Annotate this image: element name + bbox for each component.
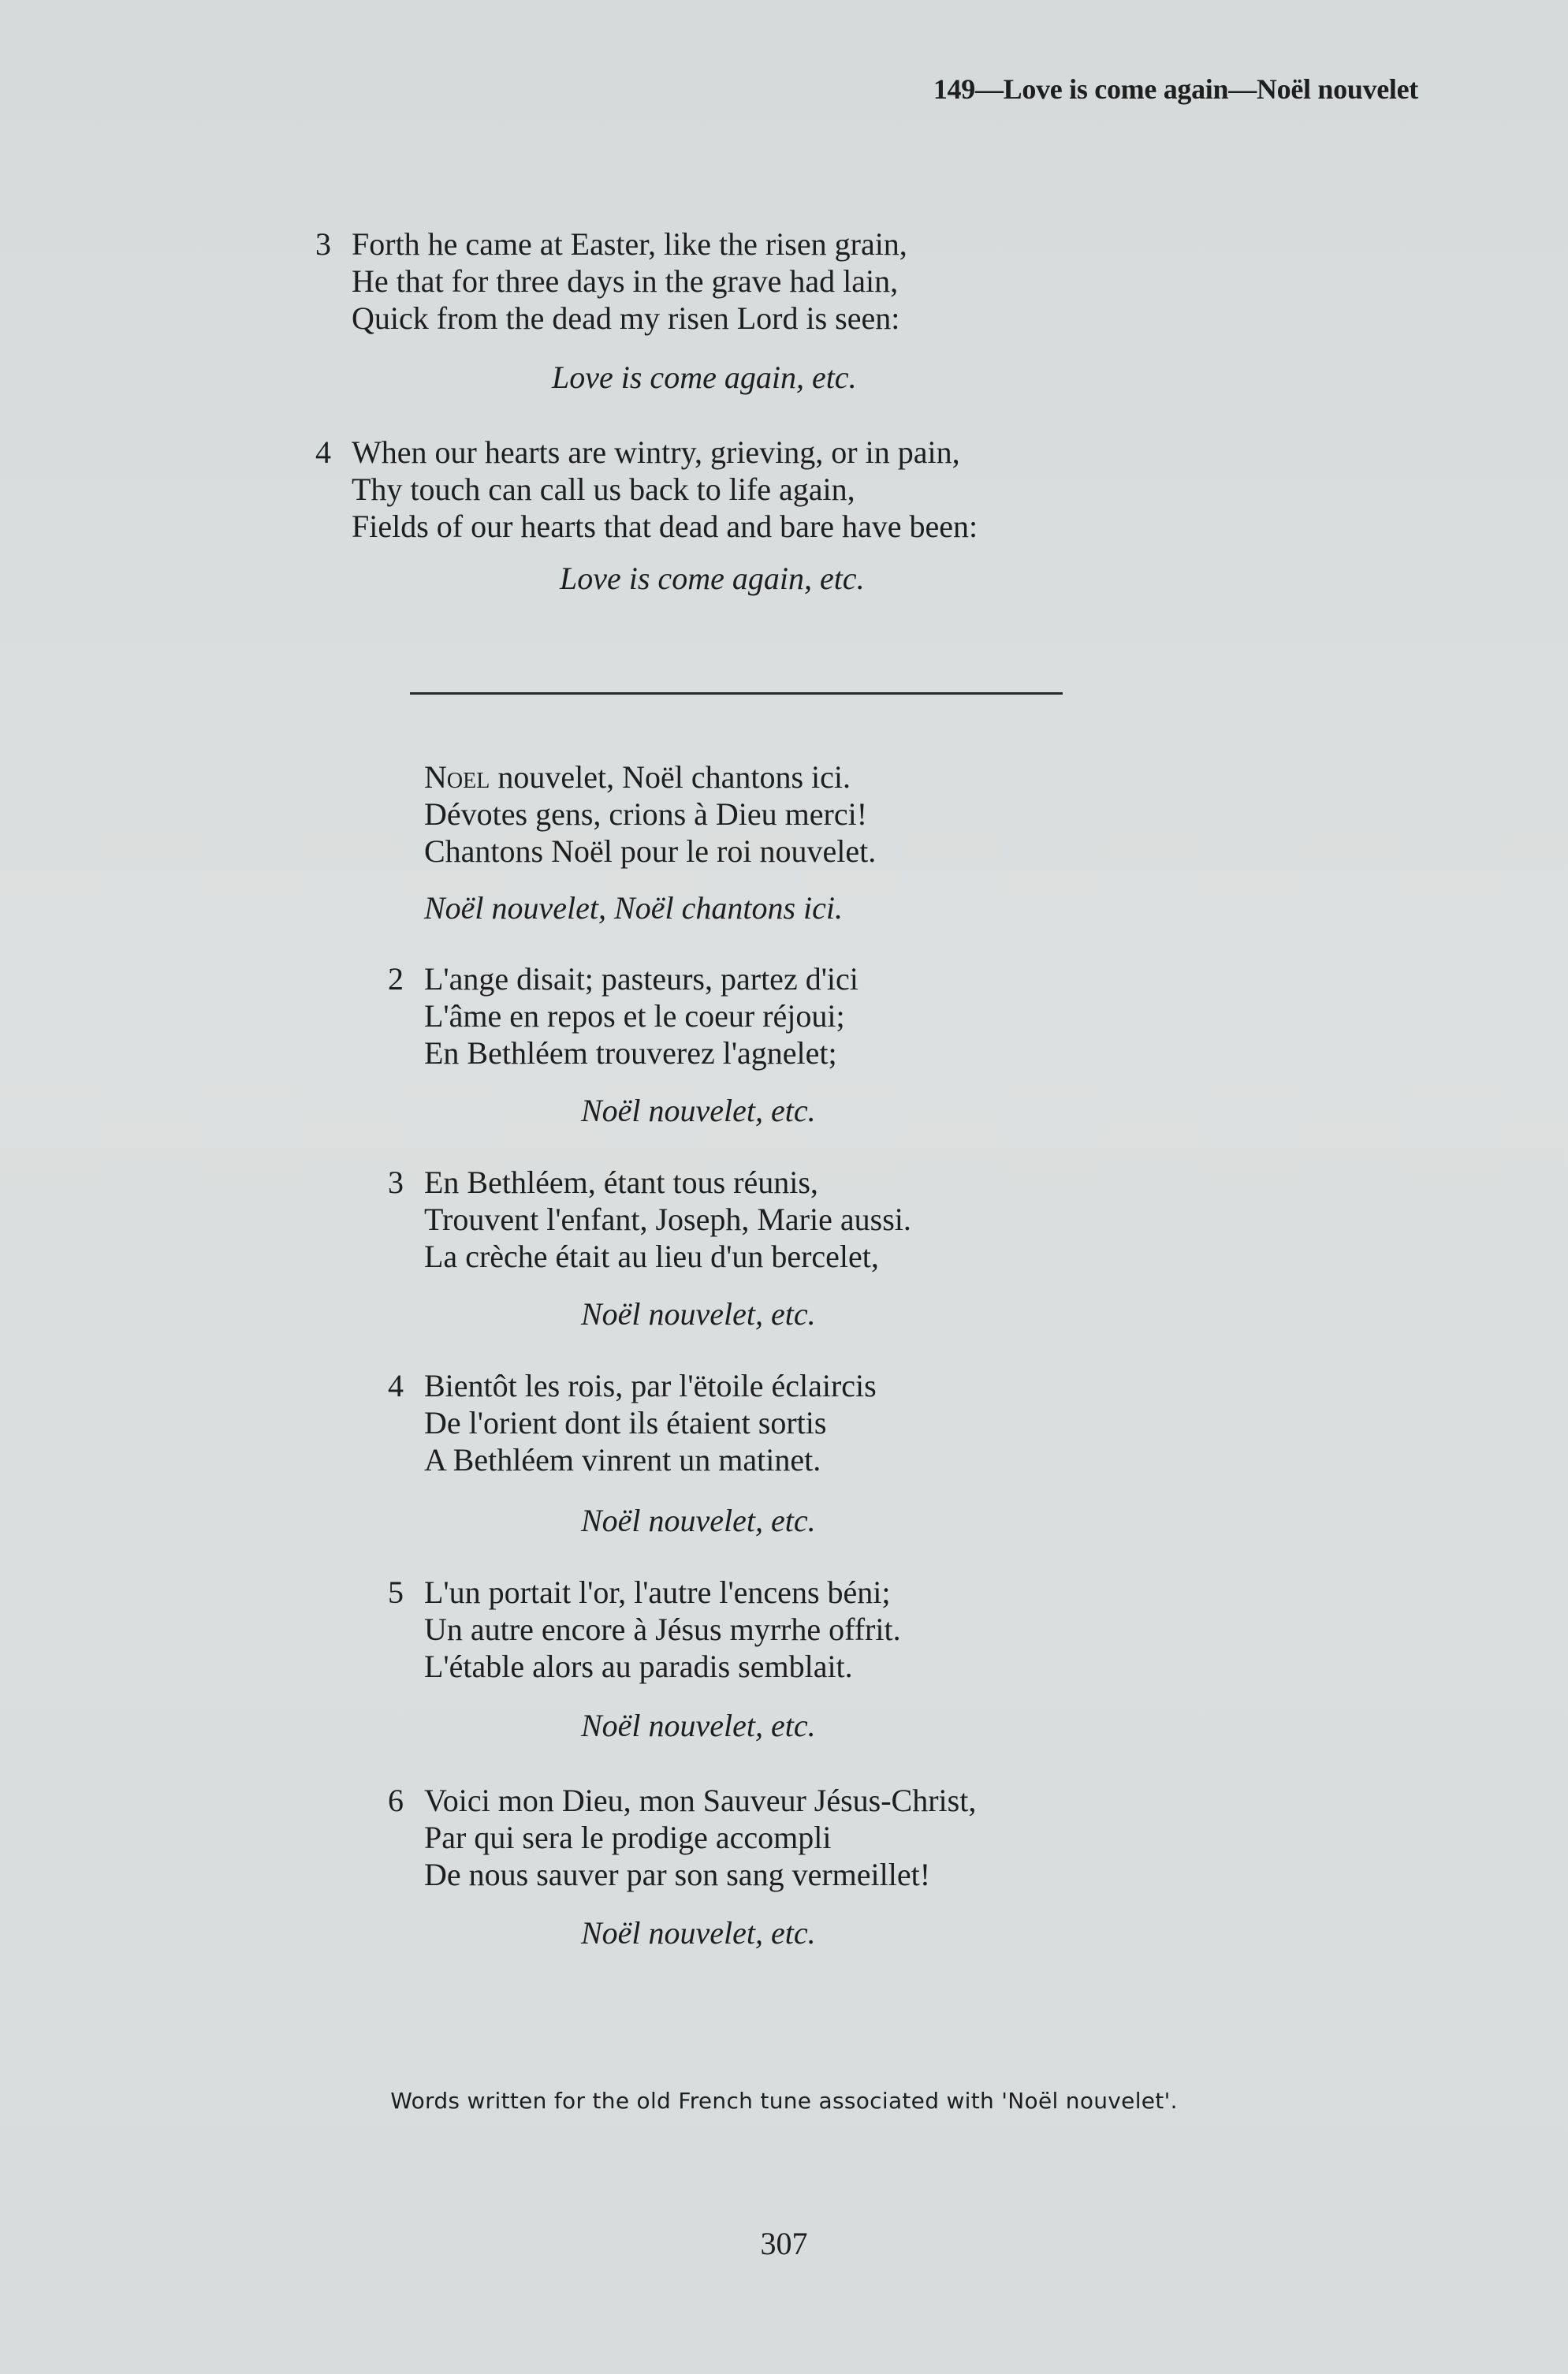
verse-line: L'un portait l'or, l'autre l'encens béni; — [424, 1575, 891, 1610]
noel-verse-2 — [388, 960, 858, 1071]
verse-line: Dévotes gens, crions à Dieu merci! — [424, 796, 868, 832]
hymn-verse-4 — [315, 434, 978, 545]
verse-line: Forth he came at Easter, like the risen grain, — [352, 226, 907, 262]
hymn-verse-3 — [315, 225, 907, 337]
noel-refrain: Noël nouvelet, Noël chantons ici. — [424, 890, 843, 926]
verse-line: De nous sauver par son sang vermeillet! — [424, 1857, 931, 1892]
noel-verse-4 — [388, 1367, 877, 1478]
section-divider — [410, 692, 1063, 695]
verse-line-text: nouvelet, Noël chantons ici. — [497, 759, 851, 795]
verse-line: Thy touch can call us back to life again, — [352, 471, 855, 507]
verse-line: L'ange disait; pasteurs, partez d'ici — [424, 961, 858, 997]
verse-line: Quick from the dead my risen Lord is seen: — [352, 300, 900, 336]
verse-number: 4 — [315, 434, 331, 470]
verse-number: 3 — [315, 226, 331, 262]
verse-line: Bientôt les rois, par l'ëtoile éclaircis — [424, 1368, 877, 1403]
verse-line: Trouvent l'enfant, Joseph, Marie aussi. — [424, 1202, 911, 1237]
verse-line: Fields of our hearts that dead and bare have been: — [352, 509, 978, 544]
verse-line: Par qui sera le prodige accompli — [424, 1820, 832, 1855]
verse-line: En Bethléem trouverez l'agnelet; — [424, 1035, 837, 1071]
first-word: Noel — [424, 759, 490, 795]
verse-line: De l'orient dont ils étaient sortis — [424, 1405, 827, 1440]
footnote: Words written for the old French tune associated with 'Noël nouvelet'. — [390, 2088, 1178, 2114]
verse-line: When our hearts are wintry, grieving, or in pain, — [352, 434, 960, 470]
verse-number: 6 — [388, 1783, 404, 1818]
page-number: 307 — [760, 2226, 808, 2261]
noel-refrain: Noël nouvelet, etc. — [581, 1093, 816, 1128]
verse-line: Chantons Noël pour le roi nouvelet. — [424, 833, 877, 869]
noel-verse-6 — [388, 1782, 977, 1893]
verse-line: Un autre encore à Jésus myrrhe offrit. — [424, 1612, 901, 1647]
noel-verse-5 — [388, 1574, 901, 1685]
verse-line: He that for three days in the grave had lain, — [352, 263, 899, 299]
hymn-refrain: Love is come again, etc. — [552, 360, 857, 395]
verse-line: L'étable alors au paradis semblait. — [424, 1649, 853, 1684]
verse-number: 5 — [388, 1575, 404, 1610]
noel-verse-1 — [424, 758, 876, 870]
verse-number: 4 — [388, 1368, 404, 1403]
noel-refrain: Noël nouvelet, etc. — [581, 1915, 816, 1951]
verse-number: 3 — [388, 1165, 404, 1200]
verse-number: 2 — [388, 961, 404, 997]
verse-line — [424, 758, 876, 796]
hymn-refrain: Love is come again, etc. — [560, 561, 865, 596]
verse-line: Voici mon Dieu, mon Sauveur Jésus-Christ, — [424, 1783, 977, 1818]
noel-refrain: Noël nouvelet, etc. — [581, 1708, 816, 1743]
verse-line: A Bethléem vinrent un matinet. — [424, 1442, 821, 1478]
noel-verse-3 — [388, 1164, 911, 1275]
verse-line: La crèche était au lieu d'un bercelet, — [424, 1239, 879, 1274]
verse-line: En Bethléem, étant tous réunis, — [424, 1165, 818, 1200]
noel-refrain: Noël nouvelet, etc. — [581, 1296, 816, 1332]
verse-line: L'âme en repos et le coeur réjoui; — [424, 998, 845, 1034]
page-header: 149—Love is come again—Noël nouvelet — [933, 73, 1418, 105]
noel-refrain: Noël nouvelet, etc. — [581, 1503, 816, 1538]
